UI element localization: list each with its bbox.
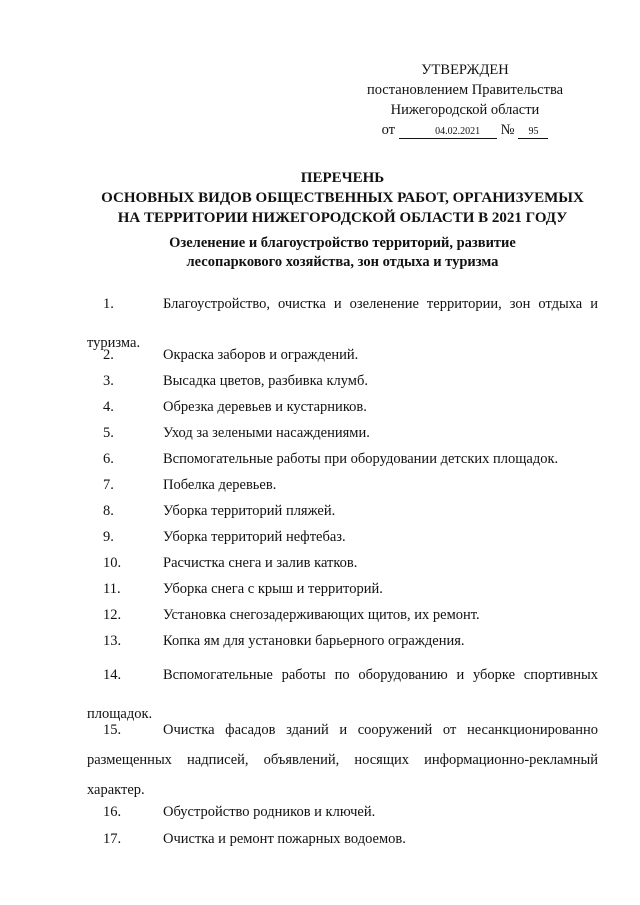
title-line-1: ПЕРЕЧЕНЬ: [300, 170, 385, 186]
list-item: [87, 552, 598, 574]
list-item-number: 9.: [103, 529, 114, 545]
list-item-number: 15.: [103, 722, 122, 738]
list-item-text: Вспомогательные работы при оборудовании детских площадок.: [163, 451, 559, 467]
list-item-text: Очистка фасадов зданий и сооружений от несанкционированно размещенных надписей, объявлений, носящих информационно-рекламный характер.: [87, 722, 598, 798]
list-item-number: 8.: [103, 503, 114, 519]
list-item-number: 10.: [103, 555, 122, 571]
list-item-text: Уборка территорий нефтебаз.: [163, 529, 346, 545]
list-item: [87, 500, 598, 522]
list-item: [87, 448, 598, 470]
list-item-text: Обустройство родников и ключей.: [163, 804, 376, 820]
section-line-2: лесопаркового хозяйства, зон отдыха и туризма: [186, 254, 499, 270]
list-item: [87, 396, 598, 418]
list-item-text: Побелка деревьев.: [163, 477, 277, 493]
list-item-number: 2.: [103, 347, 114, 363]
document-title: [70, 168, 615, 228]
list-item-text: Уборка снега с крыш и территорий.: [163, 581, 383, 597]
approval-heading: УТВЕРЖДЕН: [421, 62, 509, 78]
list-item-number: 13.: [103, 633, 122, 649]
from-label: от: [381, 122, 395, 138]
list-item-number: 6.: [103, 451, 114, 467]
list-item: [87, 578, 598, 600]
list-item-number: 14.: [103, 667, 122, 683]
title-line-3: НА ТЕРРИТОРИИ НИЖЕГОРОДСКОЙ ОБЛАСТИ В 2021 ГОДУ: [117, 210, 568, 226]
approval-stamp: [355, 60, 575, 140]
list-item: [87, 604, 598, 626]
list-item: [87, 715, 598, 805]
list-item-number: 4.: [103, 399, 114, 415]
list-item-text: Уход за зелеными насаждениями.: [163, 425, 370, 441]
list-item-number: 11.: [103, 581, 121, 597]
approval-line-2: Нижегородской области: [390, 102, 540, 118]
list-item-text: Благоустройство, очистка и озеленение территории, зон отдыха и туризма.: [87, 296, 598, 351]
approval-date-line: [355, 120, 575, 140]
list-item: [87, 526, 598, 548]
list-item-number: 1.: [103, 296, 114, 312]
list-item-number: 17.: [103, 831, 122, 847]
section-heading: [110, 234, 575, 272]
list-item-number: 5.: [103, 425, 114, 441]
list-item-text: Уборка территорий пляжей.: [163, 503, 336, 519]
list-item: [87, 422, 598, 444]
list-item-text: Копка ям для установки барьерного ограждения.: [163, 633, 465, 649]
number-sign: №: [500, 122, 515, 138]
section-line-1: Озеленение и благоустройство территорий, развитие: [169, 235, 516, 251]
list-item-number: 7.: [103, 477, 114, 493]
list-item-text: Расчистка снега и залив катков.: [163, 555, 358, 571]
approval-number: 95: [518, 126, 548, 139]
list-item: [87, 801, 598, 823]
list-item: [87, 828, 598, 850]
list-item-text: Обрезка деревьев и кустарников.: [163, 399, 367, 415]
list-item-text: Окраска заборов и ограждений.: [163, 347, 359, 363]
approval-line-1: постановлением Правительства: [366, 82, 564, 98]
list-item-text: Вспомогательные работы по оборудованию и уборке спортивных площадок.: [87, 667, 598, 722]
list-item-number: 3.: [103, 373, 114, 389]
list-item-text: Очистка и ремонт пожарных водоемов.: [163, 831, 406, 847]
list-item-number: 12.: [103, 607, 122, 623]
list-item: [87, 474, 598, 496]
title-line-2: ОСНОВНЫХ ВИДОВ ОБЩЕСТВЕННЫХ РАБОТ, ОРГАНИЗУЕМЫХ: [101, 190, 584, 206]
approval-date: 04.02.2021: [399, 126, 497, 139]
list-item: [87, 630, 598, 652]
list-item: [87, 370, 598, 392]
list-item-text: Высадка цветов, разбивка клумб.: [163, 373, 368, 389]
list-item-number: 16.: [103, 804, 122, 820]
list-item: [87, 344, 598, 366]
list-item-text: Установка снегозадерживающих щитов, их ремонт.: [163, 607, 480, 623]
